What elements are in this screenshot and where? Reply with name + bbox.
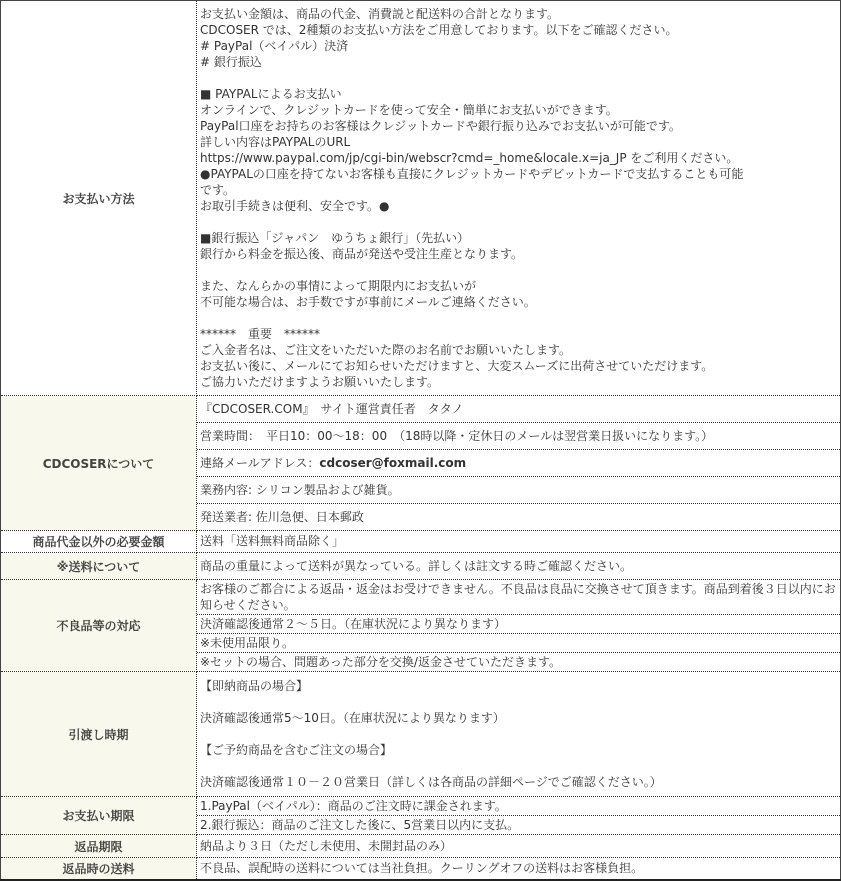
text-line	[200, 6, 837, 22]
text: ****** 重要 ******	[200, 327, 321, 341]
text: 不良品、誤配時の送料については当社負担。クーリングオフの送料はお客様負担。	[200, 861, 644, 875]
text-line	[200, 134, 837, 150]
row-label-delivery-time: 引渡し時期	[1, 672, 197, 797]
text: です。	[200, 183, 236, 197]
content-lines	[197, 672, 840, 796]
text: 納品より３日（ただし未使用、未開封品のみ）	[200, 839, 453, 853]
text: # PayPal（ベイパル）決済	[200, 39, 349, 53]
row-content-extra-fees	[197, 531, 841, 553]
text: ●PAYPALの口座を持てないお客様も直接にクレジットカードやデビットカードで支払することも可能	[200, 167, 744, 181]
content-lines	[197, 858, 840, 878]
text-line	[200, 758, 837, 774]
text-line	[200, 482, 837, 498]
table-row-about-cdcoser	[1, 396, 841, 531]
text: お客様のご都合による返品・返金はお受けできません。不良品は良品に交換させて頂きます。商品到着後３日以内にお知らせください。	[200, 582, 836, 612]
content-subrow	[197, 653, 840, 671]
table-row-extra-fees	[1, 531, 841, 553]
text: 2.銀行振込：商品のご注文した後に、5営業日以内に支払。	[200, 818, 520, 832]
text: https://www.paypal.com/jp/cgi-bin/webscr?cmd=_home&locale.x=ja_JP をご利用ください。	[200, 151, 739, 165]
text: お支払い金額は、商品の代金、消費説と配送料の合計となります。	[200, 7, 560, 21]
row-content-about-shipping	[197, 553, 841, 580]
text-line	[200, 326, 837, 342]
text-line	[200, 616, 837, 632]
text: 不可能な場合は、お手数ですが事前にメールご連絡ください。	[200, 295, 536, 309]
content-subrow	[197, 423, 840, 450]
text-line	[200, 246, 837, 262]
text-line	[200, 838, 837, 854]
text-line	[200, 150, 837, 166]
text: 業務内容: シリコン製品および雑貨。	[200, 483, 400, 497]
text: 決済確認後通常１０－２０営業日（詳しくは各商品の詳細ページでご確認ください。）	[200, 775, 662, 789]
table-row-return-shipping	[1, 858, 841, 881]
text-line	[200, 558, 837, 574]
text-line	[200, 54, 837, 70]
text-line	[200, 262, 837, 278]
text-line	[200, 654, 837, 670]
row-label-payment-deadline: お支払い期限	[1, 797, 197, 835]
content-lines	[197, 553, 840, 579]
text: 『CDCOSER.COM』 サイト運営責任者 タタノ	[200, 402, 464, 416]
text: また、なんらかの事情によって期限内にお支払いが	[200, 279, 477, 293]
text: ご協力いただけますようお願いいたします。	[200, 375, 440, 389]
content-subrow	[197, 450, 840, 477]
text-line	[200, 38, 837, 54]
row-label-return-shipping: 返品時の送料	[1, 858, 197, 881]
row-content-delivery-time	[197, 672, 841, 797]
text: 発送業者: 佐川急便、日本郵政	[200, 510, 364, 524]
text: 詳しい内容はPAYPALのURL	[200, 135, 351, 149]
text-line	[200, 310, 837, 326]
text: お取引手続きは便利、安全です。●	[200, 199, 390, 213]
text: 営業時間： 平日10：00～18：00 （18時以降・定休日のメールは翌営業日扱いになります。）	[200, 429, 714, 443]
text-line	[200, 710, 837, 726]
content-subrow	[197, 615, 840, 634]
content-subrow	[197, 816, 840, 834]
row-label-about-shipping: ※送料について	[1, 553, 197, 580]
text-line	[200, 798, 837, 814]
text-line	[200, 70, 837, 86]
text-line	[200, 726, 837, 742]
row-content-about-cdcoser	[197, 396, 841, 531]
text: ■ PAYPALによるお支払い	[200, 87, 342, 101]
text: お支払い後に、メールにてお知らせいただけますと、大変スムーズに出荷させていただけます。	[200, 359, 714, 373]
text: 送料「送料無料商品除く」	[200, 534, 345, 548]
content-subrow	[197, 580, 840, 615]
text: PayPal口座をお持ちのお客様はクレジットカードや銀行振り込みでお支払いが可能です。	[200, 119, 681, 133]
text-line	[200, 401, 837, 417]
text-line	[200, 774, 837, 790]
text-line	[200, 342, 837, 358]
text-line	[200, 581, 837, 613]
table-row-payment-method	[1, 1, 841, 396]
content-subrow	[197, 797, 840, 816]
text: ご入金者名は、ご注文をいただいた際のお名前でお願いいたします。	[200, 343, 572, 357]
content-lines	[197, 1, 840, 395]
text: 【ご予約商品を含むご注文の場合】	[200, 743, 393, 757]
row-label-extra-fees: 商品代金以外の必要金額	[1, 531, 197, 553]
text-line	[200, 214, 837, 230]
text: ■銀行振込「ジャパン ゆうちょ銀行」（先払い）	[200, 231, 470, 245]
text: ※未使用品限り。	[200, 636, 295, 650]
row-content-defective-items	[197, 580, 841, 672]
content-subrow	[197, 504, 840, 530]
text-line	[200, 455, 837, 471]
text-line	[200, 742, 837, 758]
text: 決済確認後通常２～５日。（在庫状況により異なります）	[200, 617, 507, 631]
table-row-delivery-time	[1, 672, 841, 797]
text: 商品の重量によって送料が異なっている。詳しくは註文する時ご確認ください。	[200, 559, 633, 573]
text: 銀行から料金を振込後、商品が発送や受注生産となります。	[200, 247, 524, 261]
table-row-payment-deadline	[1, 797, 841, 835]
text-line	[200, 678, 837, 694]
bold-text: cdcoser@foxmail.com	[319, 456, 467, 470]
text-line	[200, 118, 837, 134]
row-content-return-deadline	[197, 835, 841, 858]
text-line	[200, 509, 837, 525]
text: オンラインで、クレジットカードを使って安全・簡単にお支払いができます。	[200, 103, 618, 117]
text: 決済確認後通常5～10日。（在庫状況により異なります）	[200, 711, 505, 725]
row-content-payment-deadline	[197, 797, 841, 835]
text-line	[200, 694, 837, 710]
row-label-defective-items: 不良品等の対応	[1, 580, 197, 672]
text-line	[200, 102, 837, 118]
text-line	[200, 230, 837, 246]
text-line	[200, 860, 837, 876]
text-line	[200, 294, 837, 310]
table-row-return-deadline	[1, 835, 841, 858]
text-line	[200, 358, 837, 374]
shop-policy-table-body	[1, 1, 841, 881]
text: CDCOSER では、2種類のお支払い方法をご用意しております。以下をご確認ください。	[200, 23, 678, 37]
text-line	[200, 817, 837, 833]
content-subrow	[197, 396, 840, 423]
text-line	[200, 374, 837, 390]
text: 連絡メールアドレス：	[200, 456, 320, 470]
text-line	[200, 198, 837, 214]
text: # 銀行振込	[200, 55, 262, 69]
table-row-about-shipping	[1, 553, 841, 580]
row-content-return-shipping	[197, 858, 841, 881]
text-line	[200, 166, 837, 182]
table-row-defective-items	[1, 580, 841, 672]
text-line	[200, 86, 837, 102]
row-content-payment-method	[197, 1, 841, 396]
text: 1.PayPal（ベイパル）：商品のご注文時に課金されます。	[200, 799, 507, 813]
text: ※セットの場合、問題あった部分を交換/返金させていただきます。	[200, 655, 562, 669]
text-line	[200, 278, 837, 294]
text-line	[200, 22, 837, 38]
text-line	[200, 182, 837, 198]
text-line	[200, 635, 837, 651]
content-subrow	[197, 634, 840, 653]
content-subrow	[197, 477, 840, 504]
text-line	[200, 533, 837, 549]
row-label-return-deadline: 返品期限	[1, 835, 197, 858]
content-lines	[197, 531, 840, 551]
row-label-payment-method: お支払い方法	[1, 1, 197, 396]
row-label-about-cdcoser: CDCOSERについて	[1, 396, 197, 531]
text: 【即納商品の場合】	[200, 679, 309, 693]
content-lines	[197, 835, 840, 857]
text-line	[200, 428, 837, 444]
